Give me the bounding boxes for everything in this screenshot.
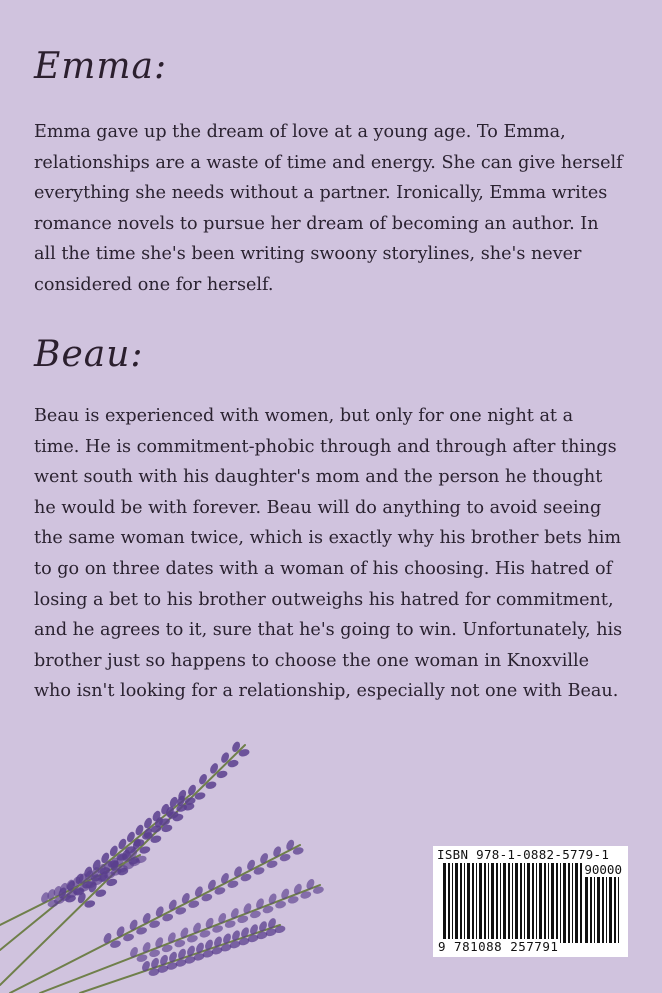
beau-heading: Beau: [34,334,144,375]
isbn-barcode [433,846,628,957]
barcode-addon-bars [585,877,623,943]
beau-description: Beau is experienced with women, but only for one night at a time. He is commitment-phobic through and through after things went south with his daughter's mom and the person he thought he would be with forever. Beau will do anything to avoid seeing the same woman twice, which is exactly why his brother bets him to go on three dates with a woman of his choosing. His hatred of losing a bet to his brother outweighs his hatred for commitment, and he agrees to it, sure that he's going to win. Unfortunately, his brother just so happens to choose the one woman in Knoxville who isn't looking for a relationship, especially not one with Beau. [34,406,623,702]
isbn-label: ISBN 978-1-0882-5779-1 [437,847,610,862]
barcode-addon-number: 90000 [584,862,622,877]
emma-description: Emma gave up the dream of love at a young age. To Emma, relationships are a waste of time and energy. She can give herself everything she needs without a partner. Ironically, Emma writes romance novels to pursue her dream of becoming an author. In all the time she's been writing swoony storylines, she's never considered one for herself. [34,122,623,295]
barcode-ean-number: 9 781088 257791 [438,939,559,954]
barcode-bars [443,863,583,943]
lavender-image [0,735,350,993]
emma-heading: Emma: [34,46,168,87]
